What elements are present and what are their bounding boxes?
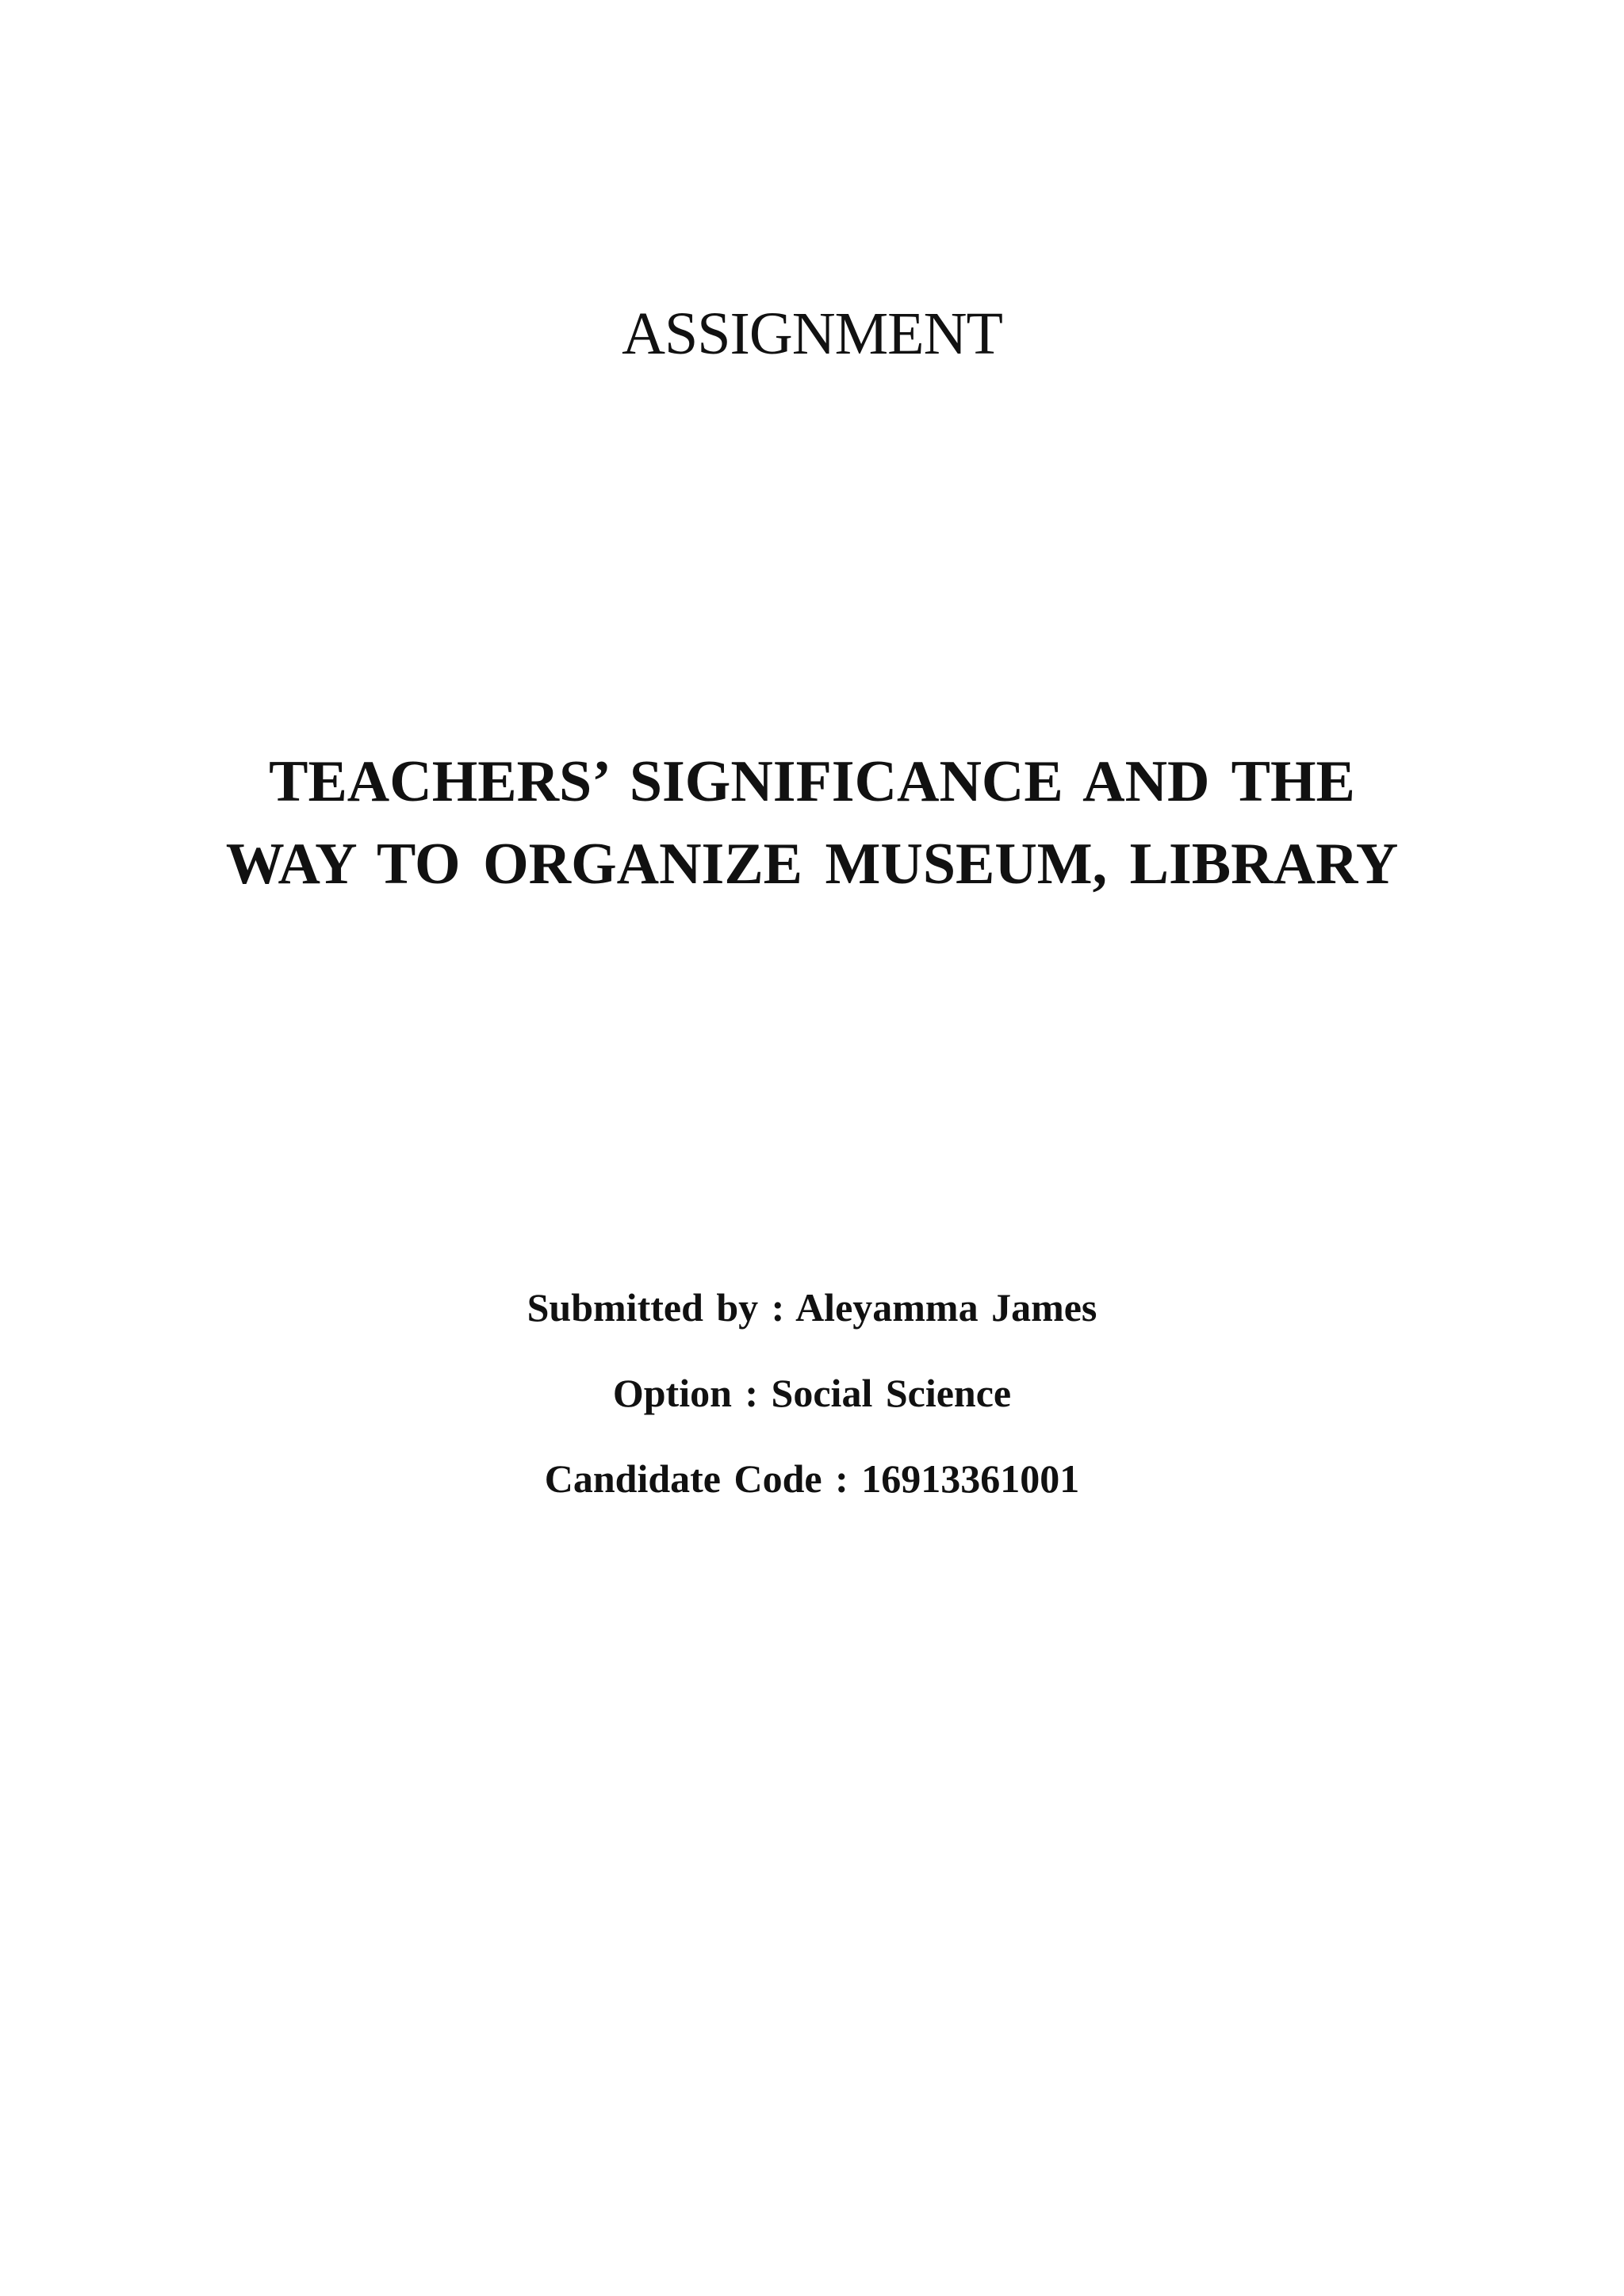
title-line-1: TEACHERS’ SIGNIFICANCE AND THE: [269, 749, 1355, 814]
assignment-label: ASSIGNMENT: [622, 300, 1002, 367]
candidate-code-line: Candidate Code : 16913361001: [544, 1456, 1080, 1501]
title-line-2: WAY TO ORGANIZE MUSEUM, LIBRARY: [225, 832, 1399, 897]
option-line: Option : Social Science: [612, 1371, 1012, 1415]
submitted-by-line: Submitted by : Aleyamma James: [527, 1285, 1097, 1330]
